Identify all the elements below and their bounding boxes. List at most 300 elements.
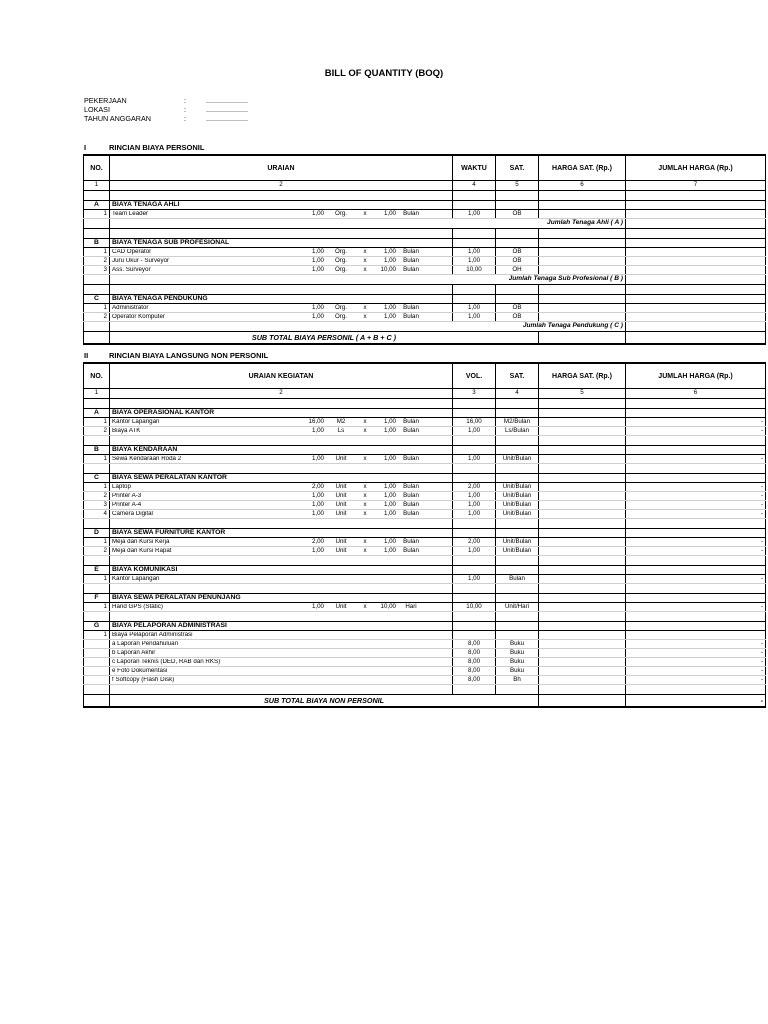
item-quantity: 1,00 [311,312,324,320]
info-value: ..................... [206,96,248,105]
empty-cell [539,622,626,631]
item-quantity [288,576,324,582]
column-number: 6 [626,389,766,399]
subtotal-label: SUB TOTAL BIAYA PERSONIL ( A + B + C ) [110,332,539,345]
item-description [110,427,453,436]
group-code: B [84,239,110,248]
item-harga-sat [539,575,626,584]
empty-cell [453,239,496,248]
empty-cell [539,446,626,455]
empty-cell [84,285,110,295]
empty-cell [496,399,539,409]
empty-cell [539,584,626,594]
item-sat: Bulan [496,575,539,584]
empty-cell [626,474,766,483]
item-quantity: 2,00 [311,537,324,545]
item-number: 1 [84,248,110,257]
item-number: 4 [84,510,110,519]
item-description [110,649,453,658]
group-code: G [84,622,110,631]
item-vol: 1,00 [453,510,496,519]
item-unit [324,677,358,683]
item-quantity: 1,00 [311,454,324,462]
empty-cell [453,436,496,446]
empty-cell [496,556,539,566]
item-number: 3 [84,501,110,510]
item-multiplier: x [363,454,367,462]
item-jumlah: - [626,649,766,658]
item-number: 1 [84,483,110,492]
item-multiplier: x [363,303,367,311]
group-total-value [626,275,766,285]
subtotal-row [84,695,766,708]
empty-cell [626,622,766,631]
item-jumlah [626,631,766,640]
empty-cell [626,399,766,409]
item-sat: OB [496,257,539,266]
empty-cell [84,612,110,622]
item-sat: M2/Bulan [496,418,539,427]
item-harga-sat [539,640,626,649]
item-jumlah: - [626,667,766,676]
item-duration-unit [396,668,426,674]
header-sat: SAT. [496,363,539,389]
item-description-line [112,502,450,508]
item-harga-sat [539,649,626,658]
empty-cell [84,229,110,239]
header-no: NO. [84,363,110,389]
item-duration-unit [396,677,426,683]
empty-cell [539,594,626,603]
item-multiplier: x [363,417,367,425]
item-name: a Laporan Pendahuluan [112,640,179,647]
item-sat: Unit/Bulan [496,547,539,556]
item-multiplier: x [363,500,367,508]
spacer-row [84,436,766,446]
empty-cell [496,229,539,239]
table-header-row [84,363,766,389]
item-jumlah [626,266,766,275]
empty-cell [84,556,110,566]
item-jumlah: - [626,603,766,612]
empty-cell [110,612,453,622]
item-multiplier [358,576,372,582]
empty-cell [539,409,626,418]
empty-cell [84,219,110,229]
item-vol: 16,00 [453,418,496,427]
section-title: RINCIAN BIAYA PERSONIL [109,143,205,152]
item-description [110,266,453,275]
item-multiplier: x [363,491,367,499]
empty-cell [84,436,110,446]
empty-cell [84,519,110,529]
info-pekerjaan [84,96,284,105]
empty-cell [496,529,539,538]
empty-cell [496,584,539,594]
item-harga-sat [539,547,626,556]
empty-cell [453,399,496,409]
group-title: BIAYA SEWA FURNITURE KANTOR [110,529,453,538]
item-quantity [288,641,324,647]
item-sat: Bh [496,676,539,685]
empty-cell [626,239,766,248]
empty-cell [453,566,496,575]
table-row [84,649,766,658]
item-quantity: 1,00 [311,509,324,517]
empty-cell [539,285,626,295]
info-tahun-anggaran [84,114,284,123]
item-quantity: 1,00 [311,303,324,311]
table-row [84,492,766,501]
item-duration: 1,00 [383,454,396,462]
subtotal-row [84,332,766,345]
item-number: 2 [84,547,110,556]
subtotal-value: - [626,695,766,708]
item-quantity [288,659,324,665]
table-row [84,501,766,510]
group-code: B [84,446,110,455]
empty-cell [84,191,110,201]
empty-cell [110,285,453,295]
item-description-line [112,632,450,638]
item-multiplier [358,650,372,656]
item-multiplier [358,632,372,638]
item-sat: Unit/Bulan [496,538,539,547]
empty-cell [626,584,766,594]
empty-cell [453,285,496,295]
table-row [84,658,766,667]
item-description-line [112,659,450,665]
item-duration [372,632,396,638]
empty-cell [496,191,539,201]
empty-cell [453,229,496,239]
item-harga-sat [539,501,626,510]
item-vol: 1,00 [453,501,496,510]
group-title: BIAYA KENDARAAN [110,446,453,455]
column-number: 4 [453,181,496,191]
item-multiplier: x [363,265,367,273]
empty-cell [626,295,766,304]
item-duration: 1,00 [383,312,396,320]
group-title: BIAYA SEWA PERALATAN PENUNJANG [110,594,453,603]
empty-cell [84,685,110,695]
item-waktu: 1,00 [453,210,496,219]
group-title: BIAYA SEWA PERALATAN KANTOR [110,474,453,483]
item-unit: Org. [334,256,348,264]
item-vol: 2,00 [453,483,496,492]
empty-cell [626,436,766,446]
item-description [110,313,453,322]
empty-cell [496,612,539,622]
item-number: 1 [84,304,110,313]
spacer-row [84,399,766,409]
spacer-row [84,519,766,529]
item-duration-unit: Bulan [403,303,419,311]
item-sat: Buku [496,649,539,658]
empty-cell [110,229,453,239]
item-duration: 1,00 [383,491,396,499]
item-description-line [112,604,450,610]
item-vol [453,631,496,640]
group-row [84,446,766,455]
group-total-row [84,275,766,285]
empty-cell [453,464,496,474]
group-total-row [84,219,766,229]
item-name: Camera Digital [112,510,153,517]
group-total-row [84,322,766,332]
item-description-line [112,668,450,674]
item-name: c Laporan Teknis (DED, RAB dan RKS) [112,658,221,665]
item-unit: Org. [334,265,348,273]
item-number: 3 [84,266,110,275]
item-description-line [112,267,450,273]
column-number: 2 [110,181,453,191]
item-unit: Unit [335,500,347,508]
group-title: BIAYA TENAGA AHLI [110,201,453,210]
item-harga-sat [539,257,626,266]
item-duration-unit: Bulan [403,546,419,554]
empty-cell [84,584,110,594]
item-duration [372,677,396,683]
empty-cell [626,612,766,622]
item-duration-unit: Bulan [403,247,419,255]
item-unit: Unit [335,602,347,610]
document-title: BILL OF QUANTITY (BOQ) [324,68,444,79]
item-vol: 8,00 [453,649,496,658]
empty-cell [496,239,539,248]
item-name: Meja dan Kursi Rapat [112,547,172,554]
item-name: Kantor Lapangan [112,575,160,582]
item-multiplier: x [363,247,367,255]
item-description [110,483,453,492]
table-row [84,483,766,492]
item-description-line [112,305,450,311]
group-title: BIAYA TENAGA SUB PROFESIONAL [110,239,453,248]
item-description-line [112,548,450,554]
empty-cell [84,399,110,409]
group-row [84,474,766,483]
item-harga-sat [539,248,626,257]
empty-cell [84,322,110,332]
empty-cell [539,474,626,483]
item-unit: Unit [335,491,347,499]
item-duration-unit: Bulan [403,491,419,499]
item-unit [324,650,358,656]
column-number: 5 [539,389,626,399]
item-waktu: 1,00 [453,304,496,313]
item-waktu: 1,00 [453,257,496,266]
group-title: BIAYA OPERASIONAL KANTOR [110,409,453,418]
item-description-line [112,539,450,545]
item-unit [324,632,358,638]
empty-cell [453,446,496,455]
item-unit: Unit [335,509,347,517]
table-row [84,547,766,556]
table-row [84,455,766,464]
item-multiplier: x [363,312,367,320]
item-number [84,667,110,676]
item-harga-sat [539,492,626,501]
empty-cell [496,436,539,446]
item-unit [324,668,358,674]
item-quantity: 1,00 [311,602,324,610]
item-duration [372,659,396,665]
empty-cell [626,409,766,418]
item-jumlah [626,248,766,257]
item-number: 2 [84,313,110,322]
item-description [110,510,453,519]
item-number: 1 [84,603,110,612]
item-description-line [112,249,450,255]
item-harga-sat [539,304,626,313]
item-multiplier: x [363,546,367,554]
item-sat [496,631,539,640]
empty-cell [626,464,766,474]
item-duration [372,650,396,656]
item-duration-unit: Bulan [403,312,419,320]
item-jumlah: - [626,575,766,584]
item-unit: Org. [334,247,348,255]
item-duration: 1,00 [383,209,396,217]
empty-cell [496,594,539,603]
empty-cell [110,519,453,529]
spacer-row [84,685,766,695]
item-harga-sat [539,676,626,685]
table-row [84,603,766,612]
section-title: RINCIAN BIAYA LANGSUNG NON PERSONIL [109,351,269,360]
item-number [84,658,110,667]
header-vol: VOL. [453,363,496,389]
item-description [110,640,453,649]
item-duration-unit [396,659,426,665]
subtotal-label: SUB TOTAL BIAYA NON PERSONIL [110,695,539,708]
table-row [84,575,766,584]
item-unit: Org. [334,312,348,320]
item-duration: 1,00 [383,500,396,508]
item-description-line [112,677,450,683]
empty-cell [453,594,496,603]
item-duration-unit: Bulan [403,500,419,508]
empty-cell [453,612,496,622]
item-sat: Unit/Hari [496,603,539,612]
column-number: 7 [626,181,766,191]
item-sat: OH [496,266,539,275]
spacer-row [84,285,766,295]
item-multiplier: x [363,209,367,217]
item-waktu: 10,00 [453,266,496,275]
item-sat: OB [496,210,539,219]
column-number: 4 [496,389,539,399]
item-harga-sat [539,667,626,676]
item-quantity: 2,00 [311,482,324,490]
empty-cell [496,474,539,483]
item-quantity [288,632,324,638]
empty-cell [496,409,539,418]
item-jumlah: - [626,510,766,519]
empty-cell [626,229,766,239]
group-code: E [84,566,110,575]
item-duration: 1,00 [383,247,396,255]
item-name: Printer A-3 [112,492,142,499]
header-uraian: URAIAN [110,155,453,181]
item-description [110,667,453,676]
item-quantity: 1,00 [311,209,324,217]
empty-cell [539,295,626,304]
empty-cell [84,275,110,285]
item-description [110,501,453,510]
group-row [84,622,766,631]
group-row [84,409,766,418]
item-unit: Ls [337,426,345,434]
table-row [84,631,766,640]
empty-cell [110,464,453,474]
item-number: 1 [84,210,110,219]
item-duration-unit: Bulan [403,209,419,217]
item-name: Printer A-4 [112,501,142,508]
column-number: 1 [84,181,110,191]
column-number: 6 [539,181,626,191]
empty-cell [539,201,626,210]
column-number: 3 [453,389,496,399]
item-description [110,538,453,547]
item-multiplier: x [363,602,367,610]
item-name: f Softcopy (Flash Disk) [112,676,175,683]
item-duration: 1,00 [383,509,396,517]
info-value: ..................... [206,114,248,123]
spacer-row [84,191,766,201]
item-description-line [112,493,450,499]
group-code: C [84,295,110,304]
item-description-line [112,511,450,517]
item-sat: Unit/Bulan [496,492,539,501]
item-vol: 1,00 [453,427,496,436]
spacer-row [84,584,766,594]
item-sat: Buku [496,658,539,667]
item-number: 1 [84,631,110,640]
empty-cell [626,519,766,529]
table-row [84,266,766,275]
empty-cell [84,695,110,708]
empty-cell [496,295,539,304]
item-name: Operator Komputer [112,313,165,320]
empty-cell [110,556,453,566]
item-description-line [112,419,450,425]
item-multiplier [358,641,372,647]
group-row [84,566,766,575]
item-description-line [112,641,450,647]
info-value: ..................... [206,105,248,114]
group-code: F [84,594,110,603]
group-total-value [626,322,766,332]
item-unit: Unit [335,454,347,462]
empty-cell [539,556,626,566]
item-sat: Buku [496,640,539,649]
item-harga-sat [539,510,626,519]
item-description-line [112,484,450,490]
column-number-row [84,389,766,399]
item-description [110,248,453,257]
item-unit [324,576,358,582]
item-name: CAD Operator [112,248,152,255]
empty-cell [539,332,626,345]
item-duration-unit: Bulan [403,537,419,545]
item-harga-sat [539,658,626,667]
empty-cell [453,584,496,594]
item-duration-unit: Bulan [403,265,419,273]
item-multiplier: x [363,509,367,517]
column-number: 5 [496,181,539,191]
item-unit: Unit [335,482,347,490]
